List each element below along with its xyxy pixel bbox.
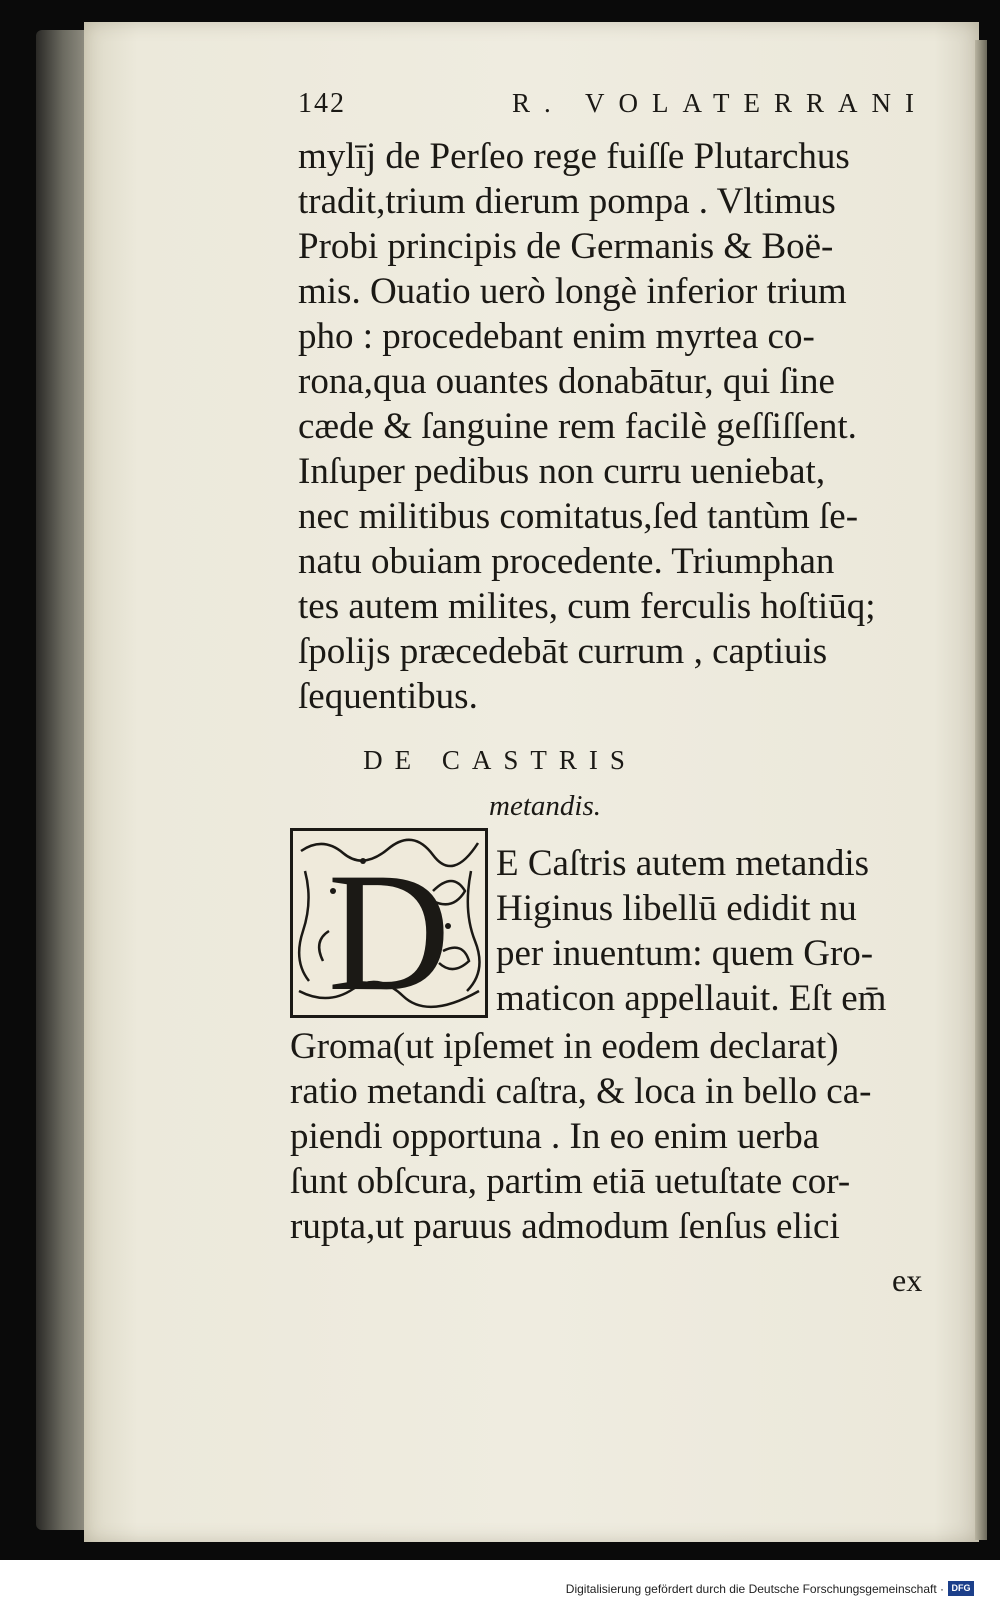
text-line: cæde & ſanguine rem facilè geſſiſſent. [298,406,857,447]
section-heading: DE CASTRIS [363,745,637,775]
decorated-initial [290,828,488,1018]
text-line: pho : procedebant enim myrtea co- [298,316,815,357]
initial-letter: D [327,838,451,1015]
text-line: rupta,ut paruus admodum ſenſus elici [290,1206,840,1247]
text-line: rona,qua ouantes donabātur, qui ſine [298,361,835,402]
text-line: Inſuper pedibus non curru ueniebat, [298,451,826,492]
text-line: tradit,trium dierum pompa . Vltimus [298,181,836,222]
text-line: ſequentibus. [298,676,478,717]
dfg-logo: DFG [948,1581,974,1596]
text-line: per inuentum: quem Gro- [496,933,874,974]
text-line: ſpolijs præcedebāt currum , captiuis [298,631,828,672]
text-line: Higinus libellū edidit nu [496,888,857,929]
text-line: nec militibus comitatus,ſed tantùm ſe- [298,496,859,537]
section-subheading: metandis. [489,790,601,822]
footer-credit: Digitalisierung gefördert durch die Deutsche Forschungsgemeinschaft · [565,1582,944,1596]
running-title: R. VOLATERRANI [511,88,928,118]
text-line: Groma(ut ipſemet in eodem declarat) [290,1026,839,1067]
text-line: tes autem milites, cum ferculis hoſtiūq; [298,586,876,627]
text-line: E Caſtris autem metandis [496,843,869,884]
text-line: ſunt obſcura, partim etiā uetuſtate cor- [290,1161,851,1202]
text-line: maticon appellauit. Eſt em̄ [496,978,887,1019]
text-line: ratio metandi caſtra, & loca in bello ca- [290,1071,872,1112]
text-line: Probi principis de Germanis & Boë- [298,226,834,267]
page-number: 142 [298,88,346,119]
footer-bar [0,1580,1000,1599]
text-line: mis. Ouatio uerò longè inferior trium [298,271,847,312]
text-line: mylīj de Perſeo rege fuiſſe Plutarchus [298,136,850,177]
text-line: piendi opportuna . In eo enim uerba [290,1116,820,1157]
text-line: natu obuiam procedente. Triumphan [298,541,835,582]
catchword: ex [892,1262,923,1298]
running-head [298,88,928,128]
